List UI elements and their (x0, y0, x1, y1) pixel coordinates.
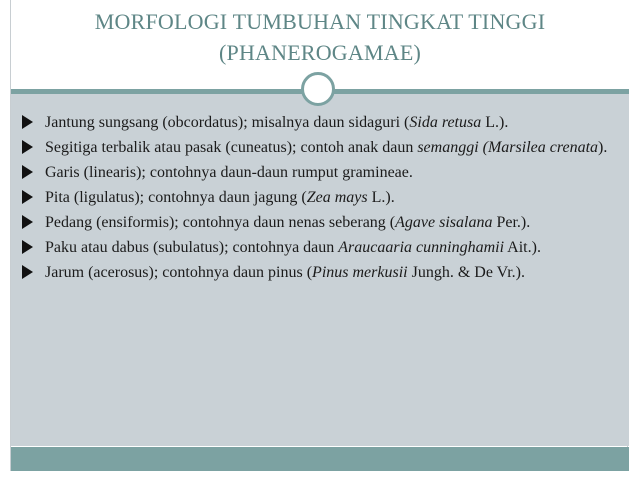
list-item-text-end: Ait.). (504, 239, 541, 256)
list-item-text-end: Per.). (492, 214, 531, 231)
list-item-italic: semanggi (Marsilea crenata (417, 139, 599, 156)
bullet-list (11, 112, 629, 287)
list-item (11, 137, 629, 158)
list-item (11, 237, 629, 258)
slide-title-line-2: (PHANEROGAMAE) (218, 40, 421, 65)
list-item-text-end: ). (598, 139, 608, 156)
triangle-bullet-icon (19, 164, 35, 180)
slide (10, 0, 628, 471)
list-item-text: Segitiga terbalik atau pasak (cuneatus); contoh anak daun (45, 139, 418, 156)
list-item-text-end: Jungh. & De Vr.). (407, 264, 525, 281)
list-item (11, 187, 629, 208)
triangle-bullet-icon (19, 264, 35, 280)
list-item-italic: Sida retusa (409, 114, 482, 131)
list-item-text: Garis (linearis); contohnya daun-daun rumput gramineae. (45, 164, 413, 181)
list-item (11, 262, 629, 283)
list-item-italic: Araucaaria cunninghamii (338, 239, 505, 256)
triangle-bullet-icon (19, 139, 35, 155)
list-item-italic: Pinus merkusii (312, 264, 408, 281)
slide-title (11, 6, 629, 68)
list-item (11, 162, 629, 183)
triangle-bullet-icon (19, 189, 35, 205)
list-item-text: Paku atau dabus (subulatus); contohnya daun (45, 239, 339, 256)
list-item-text: Pedang (ensiformis); contohnya daun nenas seberang ( (45, 214, 396, 231)
list-item-text: Jantung sungsang (obcordatus); misalnya daun sidaguri ( (45, 114, 410, 131)
triangle-bullet-icon (19, 214, 35, 230)
triangle-bullet-icon (19, 114, 35, 130)
list-item-text-end: L.). (481, 114, 509, 131)
triangle-bullet-icon (19, 239, 35, 255)
divider-circle-ornament (301, 72, 335, 106)
bottom-accent-bar (11, 447, 629, 471)
list-item (11, 112, 629, 133)
list-item-text: Jarum (acerosus); contohnya daun pinus ( (45, 264, 313, 281)
list-item-italic: Agave sisalana (395, 214, 493, 231)
slide-title-line-1: MORFOLOGI TUMBUHAN TINGKAT TINGGI (94, 9, 546, 34)
list-item-italic: Zea mays (306, 189, 368, 206)
list-item-text-end: L.). (367, 189, 395, 206)
content-area (11, 94, 629, 446)
list-item-text: Pita (ligulatus); contohnya daun jagung ( (45, 189, 307, 206)
list-item (11, 212, 629, 233)
